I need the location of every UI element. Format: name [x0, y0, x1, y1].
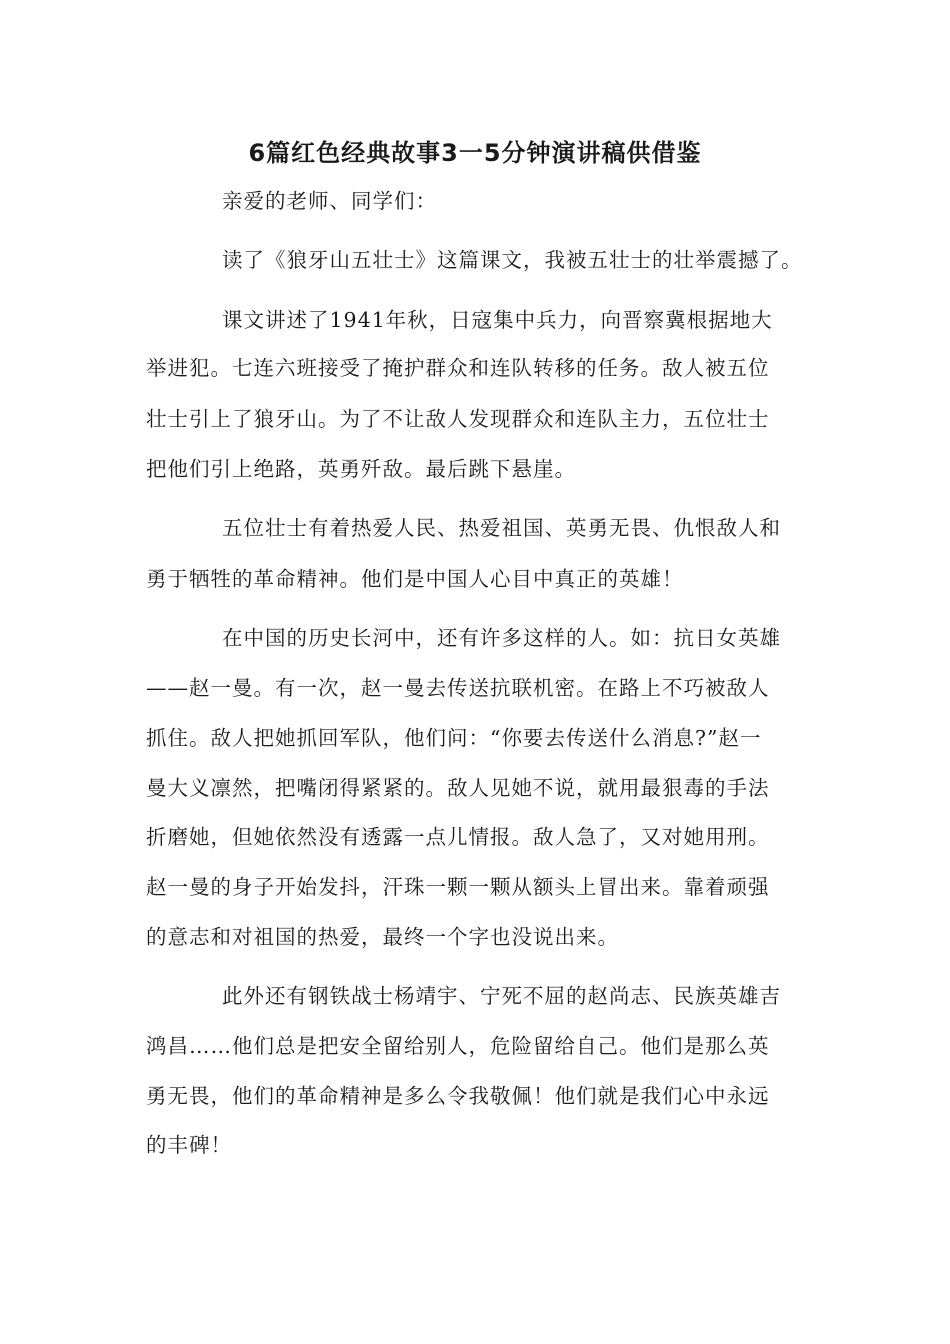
paragraph-5-line-1: 此外还有钢铁战士杨靖宇、宁死不屈的赵尚志、民族英雄吉: [222, 984, 781, 1008]
paragraph-4-line-2: ——赵一曼。有一次，赵一曼去传送抗联机密。在路上不巧被敌人: [146, 676, 770, 700]
paragraph-2-line-1: 课文讲述了1941年秋，日寇集中兵力，向晋察冀根据地大: [222, 308, 773, 332]
document-title: 6篇红色经典故事3一5分钟演讲稿供借鉴: [248, 139, 702, 167]
paragraph-4-line-3: 抓住。敌人把她抓回军队，他们问：“你要去传送什么消息?”赵一: [146, 726, 762, 750]
paragraph-4-line-5: 折磨她，但她依然没有透露一点儿情报。敌人急了，又对她用刑。: [146, 825, 770, 849]
paragraph-4-line-1: 在中国的历史长河中，还有许多这样的人。如：抗日女英雄: [222, 626, 781, 650]
paragraph-5-line-2: 鸿昌……他们总是把安全留给别人，危险留给自己。他们是那么英: [146, 1034, 770, 1058]
paragraph-3-line-1: 五位壮士有着热爱人民、热爱祖国、英勇无畏、仇恨敌人和: [222, 516, 781, 540]
paragraph-4-line-4: 曼大义凛然，把嘴闭得紧紧的。敌人见她不说，就用最狠毒的手法: [146, 776, 770, 800]
salutation: 亲爱的老师、同学们：: [222, 189, 437, 213]
paragraph-4-line-7: 的意志和对祖国的热爱，最终一个字也没说出来。: [146, 925, 619, 949]
paragraph-1-line-1: 读了《狼牙山五壮士》这篇课文，我被五壮士的壮举震撼了。: [222, 248, 803, 272]
paragraph-2-line-2: 举进犯。七连六班接受了掩护群众和连队转移的任务。敌人被五位: [146, 356, 770, 380]
paragraph-2-line-4: 把他们引上绝路，英勇歼敌。最后跳下悬崖。: [146, 457, 576, 481]
paragraph-5-line-4: 的丰碑！: [146, 1133, 232, 1157]
paragraph-3-line-2: 勇于牺牲的革命精神。他们是中国人心目中真正的英雄！: [146, 567, 684, 591]
paragraph-4-line-6: 赵一曼的身子开始发抖，汗珠一颗一颗从额头上冒出来。靠着顽强: [146, 875, 770, 899]
paragraph-2-line-3: 壮士引上了狼牙山。为了不让敌人发现群众和连队主力，五位壮士: [146, 407, 770, 431]
paragraph-5-line-3: 勇无畏，他们的革命精神是多么令我敬佩！他们就是我们心中永远: [146, 1084, 770, 1108]
